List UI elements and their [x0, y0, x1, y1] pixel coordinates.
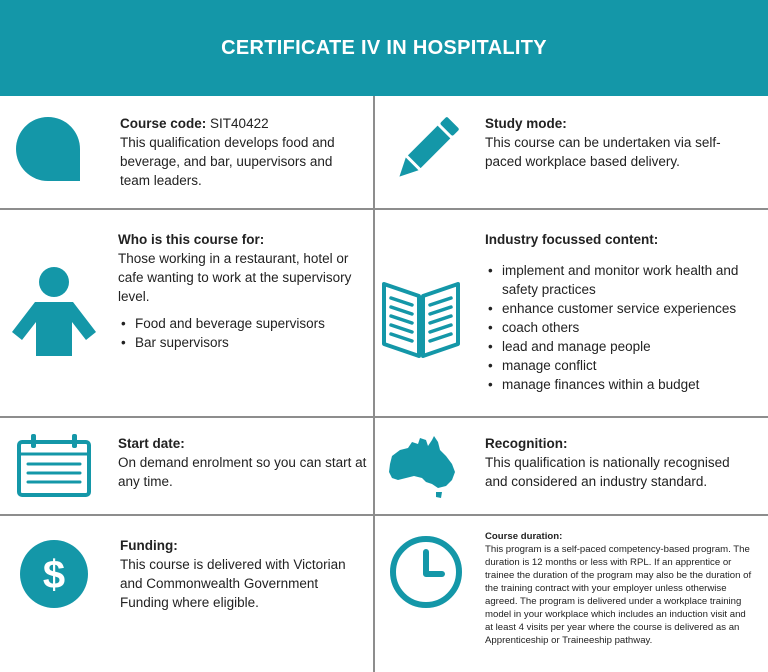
- list-item: • Bar supervisors: [118, 333, 368, 352]
- row-divider: [0, 514, 768, 516]
- list-item: • manage finances within a budget: [485, 375, 760, 394]
- speech-bubble-icon: [14, 115, 82, 188]
- who-for-description: Those working in a restaurant, hotel or cafe wanting to work at the supervisory level.: [118, 251, 352, 304]
- australia-map-icon: [386, 434, 458, 505]
- column-divider: [373, 96, 375, 672]
- course-duration-title: Course duration:: [485, 531, 563, 542]
- list-item: • manage conflict: [485, 356, 760, 375]
- row-divider: [0, 416, 768, 418]
- course-code-label: Course code:: [120, 116, 207, 131]
- pencil-icon: [392, 114, 462, 189]
- list-item: • Food and beverage supervisors: [118, 314, 368, 333]
- recognition-title: Recognition:: [485, 436, 568, 451]
- header-banner: [0, 0, 768, 96]
- start-date-description: On demand enrolment so you can start at any time.: [118, 455, 367, 489]
- list-item: • lead and manage people: [485, 337, 760, 356]
- person-icon: [10, 266, 98, 363]
- funding-description: This course is delivered with Victorian and Commonwealth Government Funding where eligible.: [120, 557, 346, 610]
- dollar-icon: [18, 538, 90, 615]
- who-for-title: Who is this course for:: [118, 232, 265, 247]
- svg-text:$: $: [42, 553, 66, 597]
- open-book-icon: [380, 278, 462, 365]
- list-item: • implement and monitor work health and safety practices: [485, 261, 760, 299]
- study-mode-description: This course can be undertaken via self-paced workplace based delivery.: [485, 135, 721, 169]
- page-title: CERTIFICATE IV IN HOSPITALITY: [221, 36, 547, 59]
- course-code-description: This qualification develops food and beverage, and bar, uupervisors and team leaders.: [120, 135, 335, 188]
- clock-icon: [388, 534, 464, 615]
- industry-content-title: Industry focussed content:: [485, 232, 659, 247]
- course-duration-description: This program is a self-paced competency-based program. The duration is 12 months or less with RPL. If an apprentice or trainee the duration of the program may also be the duration of the training contract with your employer unless otherwise agreed. The program is delivered under a workplace training model in your workplace which includes an induction visit and at least 4 visits per year where the course is delivered as an Apprenticeship or Traineeship pathway.: [485, 544, 752, 646]
- who-for-list: [118, 314, 368, 352]
- course-code-value: SIT40422: [210, 116, 269, 131]
- recognition-description: This qualification is nationally recognised and considered an industry standard.: [485, 455, 730, 489]
- list-item: • coach others: [485, 318, 760, 337]
- row-divider: [0, 208, 768, 210]
- funding-title: Funding:: [120, 538, 178, 553]
- industry-content-list: [485, 261, 760, 394]
- list-item: • enhance customer service experiences: [485, 299, 760, 318]
- start-date-title: Start date:: [118, 436, 185, 451]
- study-mode-title: Study mode:: [485, 116, 567, 131]
- calendar-icon: [16, 432, 92, 503]
